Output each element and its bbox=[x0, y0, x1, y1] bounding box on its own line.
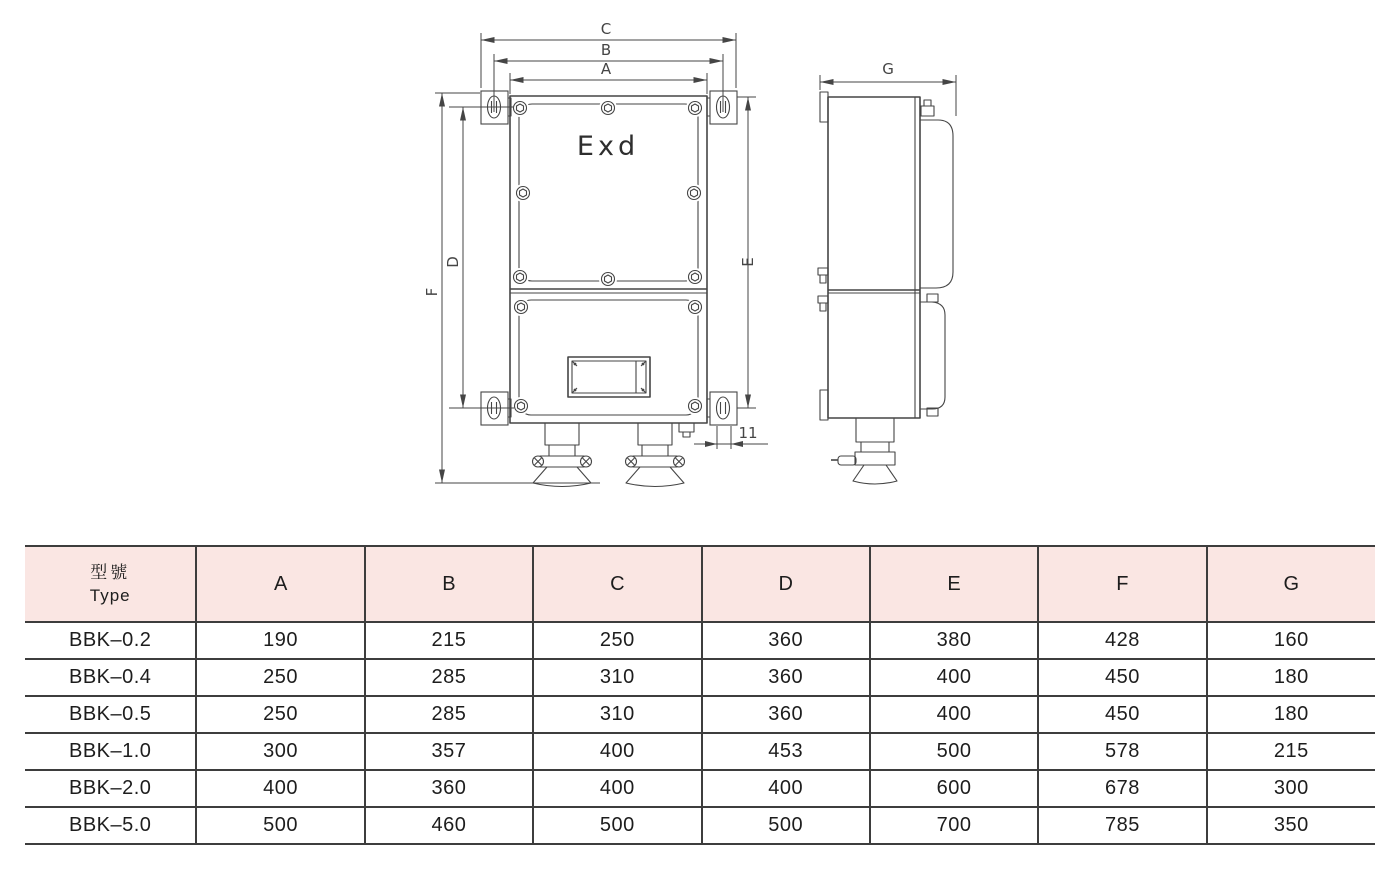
dim-label-d: D bbox=[444, 256, 462, 268]
header-cell-type bbox=[25, 546, 196, 622]
table-row bbox=[25, 770, 1375, 807]
value-cell: 500 bbox=[533, 807, 701, 844]
value-cell: 310 bbox=[533, 696, 701, 733]
table-row bbox=[25, 696, 1375, 733]
value-cell: 250 bbox=[196, 696, 364, 733]
table-row bbox=[25, 807, 1375, 844]
value-cell: 360 bbox=[702, 659, 870, 696]
value-cell: 360 bbox=[702, 622, 870, 659]
value-cell: 400 bbox=[870, 659, 1038, 696]
value-cell: 460 bbox=[365, 807, 533, 844]
dim-label-a: A bbox=[600, 60, 612, 78]
front-view-drawing bbox=[481, 91, 737, 487]
dim-label-g: G bbox=[882, 60, 894, 78]
header-cell-b: B bbox=[365, 546, 533, 622]
value-cell: 250 bbox=[533, 622, 701, 659]
value-cell: 310 bbox=[533, 659, 701, 696]
value-cell: 400 bbox=[533, 770, 701, 807]
header-cell-f: F bbox=[1038, 546, 1206, 622]
value-cell: 250 bbox=[196, 659, 364, 696]
header-cell-c: C bbox=[533, 546, 701, 622]
value-cell: 400 bbox=[196, 770, 364, 807]
table-header-row bbox=[25, 546, 1375, 622]
value-cell: 400 bbox=[870, 696, 1038, 733]
value-cell: 500 bbox=[870, 733, 1038, 770]
value-cell: 190 bbox=[196, 622, 364, 659]
model-cell: BBK–2.0 bbox=[25, 770, 196, 807]
value-cell: 450 bbox=[1038, 696, 1206, 733]
cable-gland-left bbox=[533, 423, 592, 487]
value-cell: 300 bbox=[196, 733, 364, 770]
cable-gland-side bbox=[831, 418, 897, 484]
breather-plug bbox=[679, 423, 694, 437]
table-row bbox=[25, 733, 1375, 770]
dim-label-f: F bbox=[423, 287, 441, 297]
value-cell: 400 bbox=[533, 733, 701, 770]
value-cell: 453 bbox=[702, 733, 870, 770]
switch-window bbox=[568, 357, 650, 397]
model-cell: BBK–5.0 bbox=[25, 807, 196, 844]
value-cell: 360 bbox=[702, 696, 870, 733]
dim-label-slot-width: 11 bbox=[738, 424, 758, 442]
value-cell: 500 bbox=[702, 807, 870, 844]
value-cell: 357 bbox=[365, 733, 533, 770]
value-cell: 428 bbox=[1038, 622, 1206, 659]
value-cell: 215 bbox=[365, 622, 533, 659]
value-cell: 180 bbox=[1207, 659, 1375, 696]
value-cell: 600 bbox=[870, 770, 1038, 807]
spec-table bbox=[25, 545, 1375, 845]
value-cell: 500 bbox=[196, 807, 364, 844]
value-cell: 160 bbox=[1207, 622, 1375, 659]
table-row bbox=[25, 659, 1375, 696]
value-cell: 285 bbox=[365, 696, 533, 733]
value-cell: 785 bbox=[1038, 807, 1206, 844]
value-cell: 400 bbox=[702, 770, 870, 807]
dim-label-c: C bbox=[600, 20, 612, 38]
value-cell: 300 bbox=[1207, 770, 1375, 807]
value-cell: 678 bbox=[1038, 770, 1206, 807]
header-cell-g: G bbox=[1207, 546, 1375, 622]
value-cell: 700 bbox=[870, 807, 1038, 844]
header-type-zh: 型號 bbox=[90, 563, 131, 583]
value-cell: 360 bbox=[365, 770, 533, 807]
cable-gland-right bbox=[626, 423, 685, 487]
value-cell: 215 bbox=[1207, 733, 1375, 770]
value-cell: 578 bbox=[1038, 733, 1206, 770]
model-cell: BBK–0.5 bbox=[25, 696, 196, 733]
model-cell: BBK–0.2 bbox=[25, 622, 196, 659]
table-row bbox=[25, 622, 1375, 659]
header-cell-e: E bbox=[870, 546, 1038, 622]
value-cell: 180 bbox=[1207, 696, 1375, 733]
header-type-en: Type bbox=[89, 586, 131, 606]
value-cell: 450 bbox=[1038, 659, 1206, 696]
side-view-drawing bbox=[818, 92, 953, 484]
model-cell: BBK–0.4 bbox=[25, 659, 196, 696]
dim-label-e: E bbox=[739, 257, 757, 267]
exd-marking-label: Exd bbox=[576, 131, 640, 162]
header-cell-d: D bbox=[702, 546, 870, 622]
value-cell: 380 bbox=[870, 622, 1038, 659]
value-cell: 350 bbox=[1207, 807, 1375, 844]
model-cell: BBK–1.0 bbox=[25, 733, 196, 770]
header-cell-a: A bbox=[196, 546, 364, 622]
value-cell: 285 bbox=[365, 659, 533, 696]
dim-label-b: B bbox=[600, 41, 612, 59]
